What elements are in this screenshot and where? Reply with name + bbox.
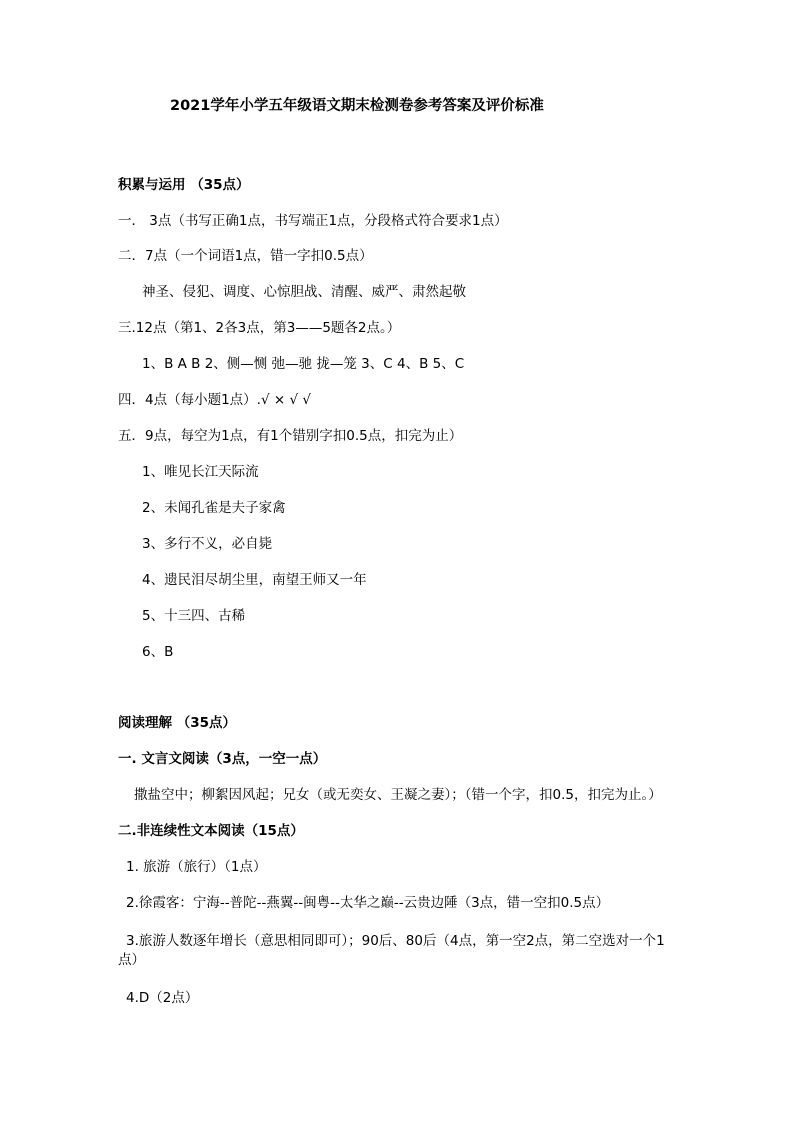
classical-chinese-answer: 撒盐空中；柳絮因风起；兄女（或无奕女、王凝之妻）；（错一个字，扣0.5，扣完为止。）: [134, 787, 662, 803]
question-5-answer-item: 5、十三四、古稀: [142, 608, 246, 624]
non-continuous-answer-item: 4.D（2点）: [126, 990, 199, 1006]
section-heading-accumulation: 积累与运用 （35点）: [118, 177, 250, 193]
question-1-scoring: 一． 3点（书写正确1点，书写端正1点，分段格式符合要求1点）: [118, 213, 508, 229]
classical-chinese-heading: 一. 文言文阅读（3点，一空一点）: [118, 751, 327, 767]
question-4-scoring: 四．4点（每小题1点）.√ × √ √: [118, 392, 311, 408]
question-5-answer-item: 6、B: [142, 644, 174, 660]
question-5-answer-item: 4、遗民泪尽胡尘里，南望王师又一年: [142, 572, 367, 588]
page-title: 2021学年小学五年级语文期末检测卷参考答案及评价标准: [170, 98, 544, 114]
question-5-scoring: 五．9点，每空为1点，有1个错别字扣0.5点，扣完为止）: [118, 428, 463, 444]
non-continuous-answer-item: 3.旅游人数逐年增长（意思相同即可）；90后、80后（4点，第一空2点，第二空选对一个1点）: [118, 933, 665, 968]
non-continuous-answer-item: 1. 旅游（旅行）（1点）: [126, 859, 267, 875]
question-5-answer-item: 3、多行不义，必自毙: [142, 536, 273, 552]
section-heading-reading: 阅读理解 （35点）: [118, 715, 236, 731]
non-continuous-answer-item: 2.徐霞客：宁海--普陀--燕翼--闽粤--太华之巅--云贵边陲（3点，错一空扣0.5点）: [126, 895, 610, 911]
question-2-answer: 神圣、侵犯、调度、心惊胆战、清醒、威严、肃然起敬: [142, 284, 466, 300]
question-3-scoring: 三.12点（第1、2各3点，第3——5题各2点。）: [118, 320, 401, 336]
question-5-answer-item: 1、唯见长江天际流: [142, 464, 259, 480]
question-2-scoring: 二．7点（一个词语1点，错一字扣0.5点）: [118, 248, 373, 264]
question-5-answer-item: 2、未闻孔雀是夫子家禽: [142, 500, 286, 516]
non-continuous-text-heading: 二.非连续性文本阅读（15点）: [118, 823, 304, 839]
question-3-answer: 1、B A B 2、侧—恻 弛—驰 拢—笼 3、C 4、B 5、C: [142, 356, 465, 372]
